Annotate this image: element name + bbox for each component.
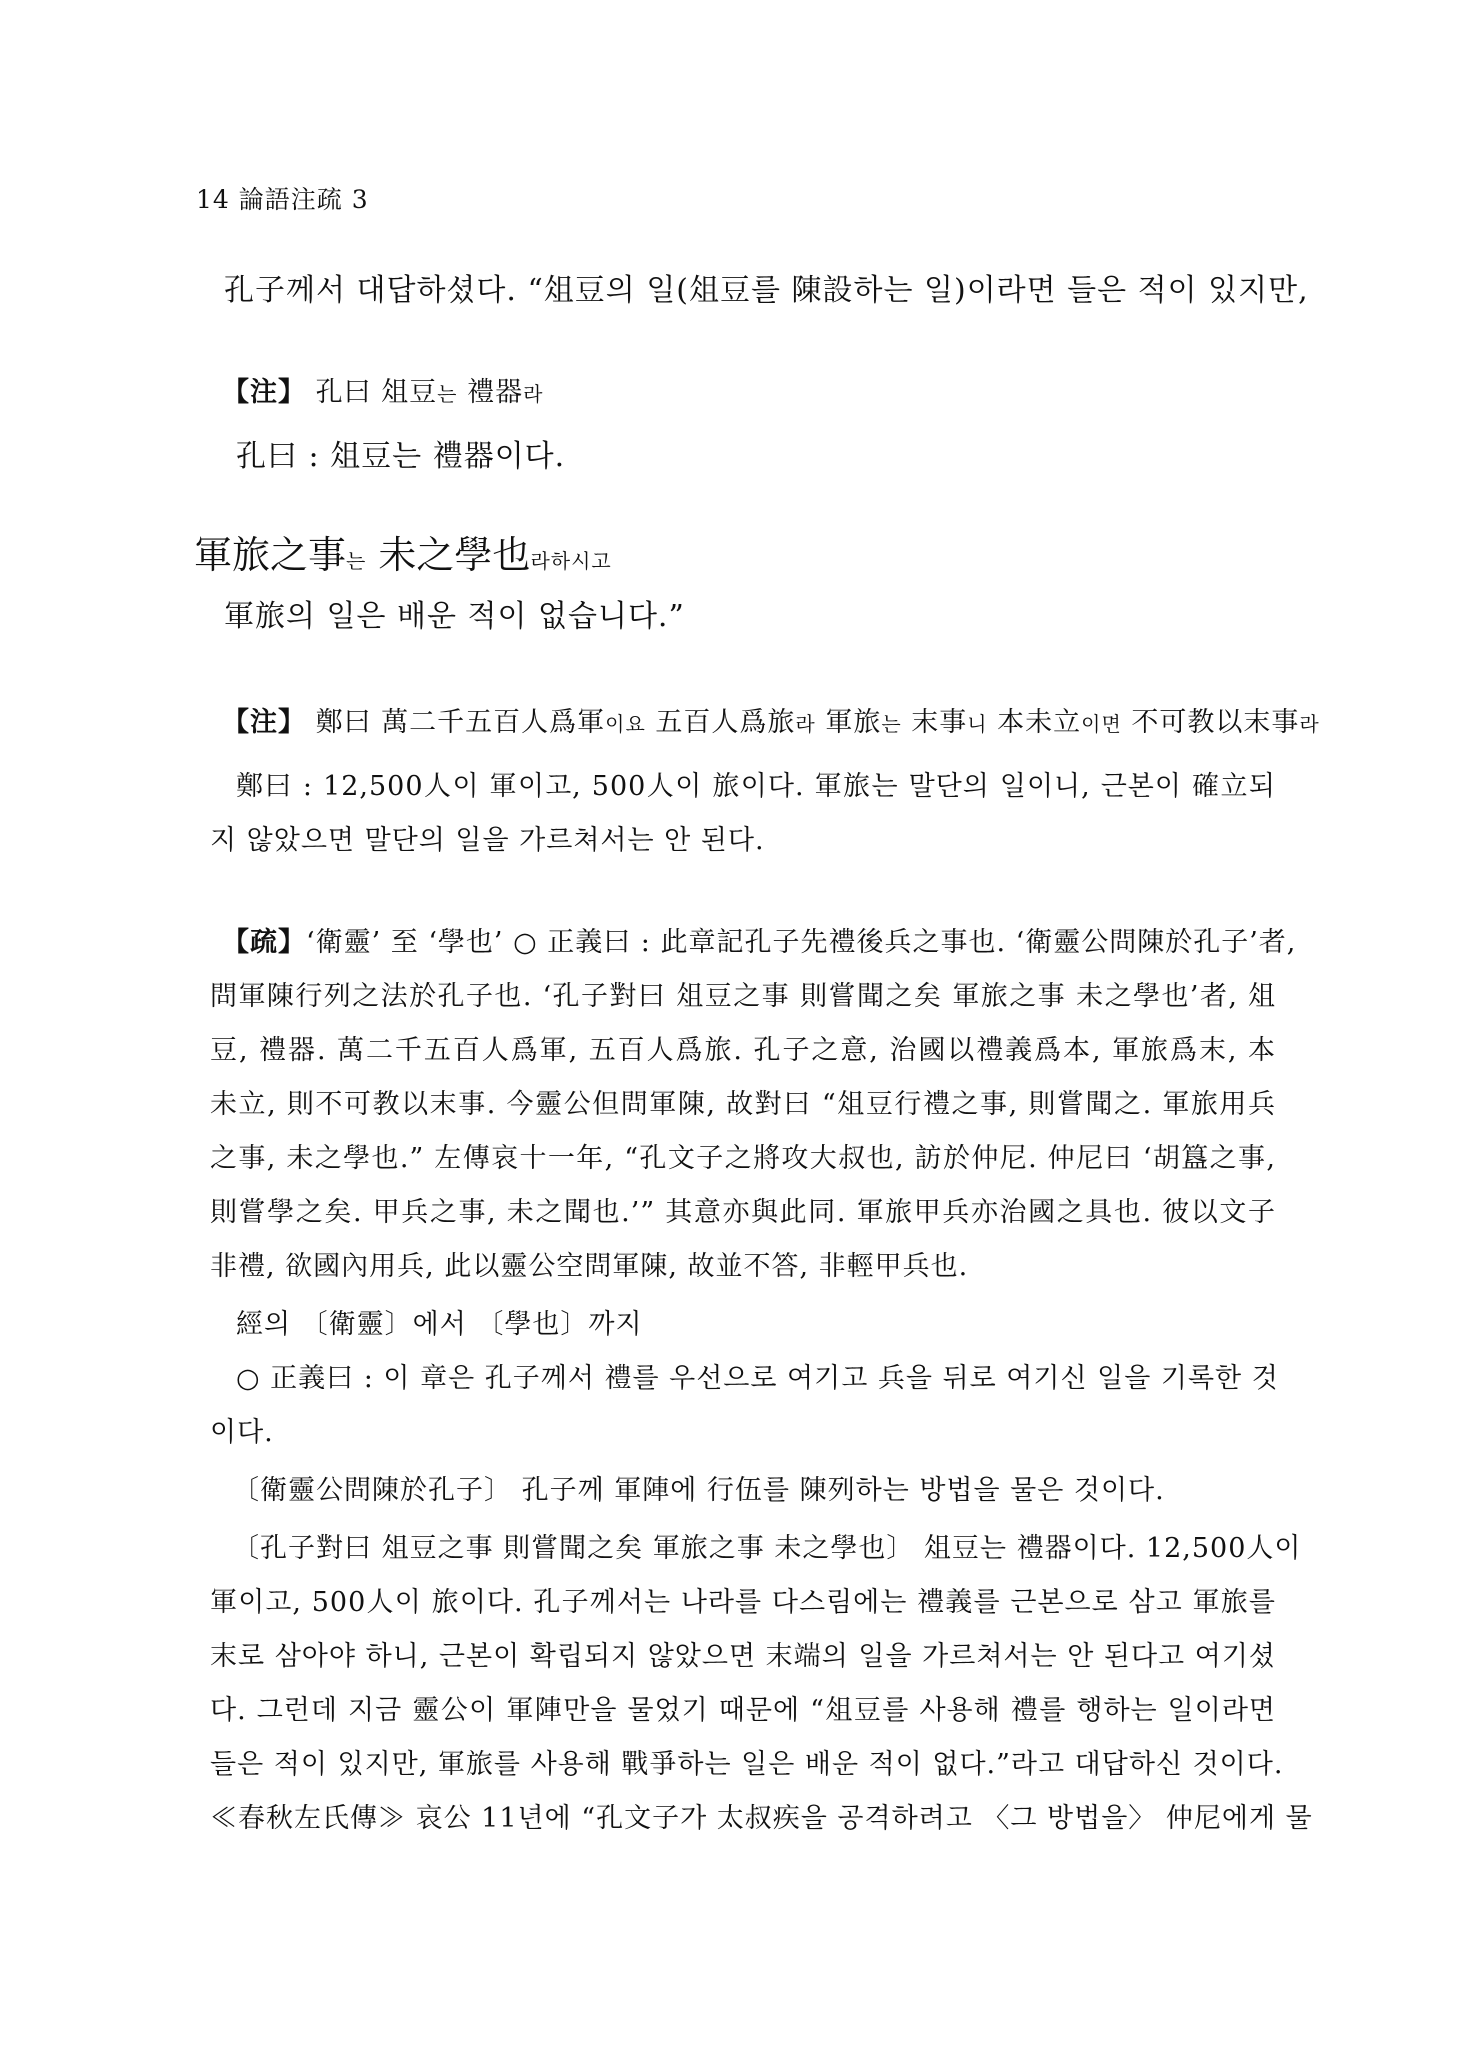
subcommentary-line: 之事, 未之學也.” 左傳哀十一年, “孔文子之將攻大叔也, 訪於仲尼. 仲尼曰 ‘胡簋之事,	[210, 1143, 1276, 1174]
translation-line: 鄭曰 : 12,500人이 軍이고, 500人이 旅이다. 軍旅는 말단의 일이니, 근본이 確立되	[236, 771, 1276, 802]
note-text: 軍旅	[815, 707, 882, 738]
translation-line: 軍이고, 500人이 旅이다. 孔子께서는 나라를 다스림에는 禮義를 근본으로 삼고 軍旅를	[210, 1587, 1276, 1618]
particle: 는	[881, 712, 902, 736]
translation-line: 지 않았으면 말단의 일을 가르쳐서는 안 된다.	[210, 825, 765, 856]
subcommentary-line: 豆, 禮器. 萬二千五百人爲軍, 五百人爲旅. 孔子之意, 治國以禮義爲本, 軍旅爲末, 本	[210, 1035, 1276, 1066]
subcommentary-line: 問軍陳行列之法於孔子也. ‘孔子對曰 俎豆之事 則嘗聞之矣 軍旅之事 未之學也’者, 俎	[210, 981, 1276, 1012]
translation-line: 經의 〔衛靈〕에서 〔學也〕까지	[236, 1309, 643, 1340]
note-text: 孔曰 俎豆	[306, 377, 438, 408]
note-text: 本未立	[987, 707, 1082, 738]
translation-line: 軍旅의 일은 배운 적이 없습니다.”	[224, 599, 685, 634]
translation-line: ○ 正義曰 : 이 章은 孔子께서 禮를 우선으로 여기고 兵을 뒤로 여기신 일을 기록한 것	[236, 1363, 1279, 1394]
translation-line: ≪春秋左氏傳≫ 哀公 11년에 “孔文子가 太叔疾을 공격하려고 〈그 방법을〉 仲尼에게 물	[210, 1803, 1313, 1834]
particle: 라	[523, 382, 544, 406]
note-text: 末事	[901, 707, 968, 738]
commentary-line	[222, 707, 1320, 739]
subcommentary-text: ‘衛靈’ 至 ‘學也’ ○ 正義曰 : 此章記孔子先禮後兵之事也. ‘衛靈公問陳於孔子’者,	[306, 927, 1297, 958]
note-text: 鄭曰 萬二千五百人爲軍	[306, 707, 606, 738]
subcommentary-line: 非禮, 欲國內用兵, 此以靈公空問軍陳, 故並不答, 非輕甲兵也.	[210, 1251, 969, 1282]
particle: 이요	[605, 712, 646, 736]
translation-line: 〔衛靈公問陳於孔子〕 孔子께 軍陣에 行伍를 陳列하는 방법을 물은 것이다.	[232, 1475, 1165, 1506]
translation-line: 이다.	[210, 1417, 274, 1448]
subcommentary-line: 未立, 則不可教以末事. 今靈公但問軍陳, 故對曰 “俎豆行禮之事, 則嘗聞之. 軍旅用兵	[210, 1089, 1276, 1120]
translation-line: 孔子께서 대답하셨다. “俎豆의 일(俎豆를 陳設하는 일)이라면 들은 적이 있지만,	[224, 273, 1309, 308]
particle: 는	[437, 382, 458, 406]
subcommentary-line: 則嘗學之矣. 甲兵之事, 未之聞也.’” 其意亦與此同. 軍旅甲兵亦治國之具也. 彼以文子	[210, 1197, 1276, 1228]
note-text: 禮器	[457, 377, 524, 408]
commentary-line	[222, 378, 1292, 409]
subcommentary-line	[222, 927, 1297, 958]
translation-line: 다. 그런데 지금 靈公이 軍陣만을 물었기 때문에 “俎豆를 사용해 禮를 행하는 일이라면	[210, 1695, 1276, 1726]
classic-text: 軍旅之事	[194, 533, 347, 577]
particle: 는	[346, 549, 367, 573]
translation-line: 들은 적이 있지만, 軍旅를 사용해 戰爭하는 일은 배운 적이 없다.”라고 대답하신 것이다.	[210, 1749, 1284, 1780]
note-text: 不可教以末事	[1121, 707, 1300, 738]
classic-text-line	[194, 533, 1264, 577]
note-tag: 【注】	[222, 377, 306, 408]
translation-line: 〔孔子對曰 俎豆之事 則嘗聞之矣 軍旅之事 未之學也〕 俎豆는 禮器이다. 12,500人이	[232, 1533, 1302, 1564]
particle: 라하시고	[530, 549, 612, 573]
translation-line: 末로 삼아야 하니, 근본이 확립되지 않았으면 末端의 일을 가르쳐서는 안 된다고 여기셨	[210, 1641, 1276, 1672]
note-tag: 【注】	[222, 707, 306, 738]
particle: 이면	[1081, 712, 1122, 736]
particle: 라	[795, 712, 816, 736]
subcommentary-tag: 【疏】	[222, 927, 306, 958]
running-header: 14 論語注疏 3	[196, 185, 369, 214]
translation-line: 孔曰 : 俎豆는 禮器이다.	[236, 439, 566, 474]
note-text: 五百人爲旅	[645, 707, 796, 738]
particle: 라	[1299, 712, 1320, 736]
classic-text: 未之學也	[366, 533, 531, 577]
particle: 니	[967, 712, 988, 736]
